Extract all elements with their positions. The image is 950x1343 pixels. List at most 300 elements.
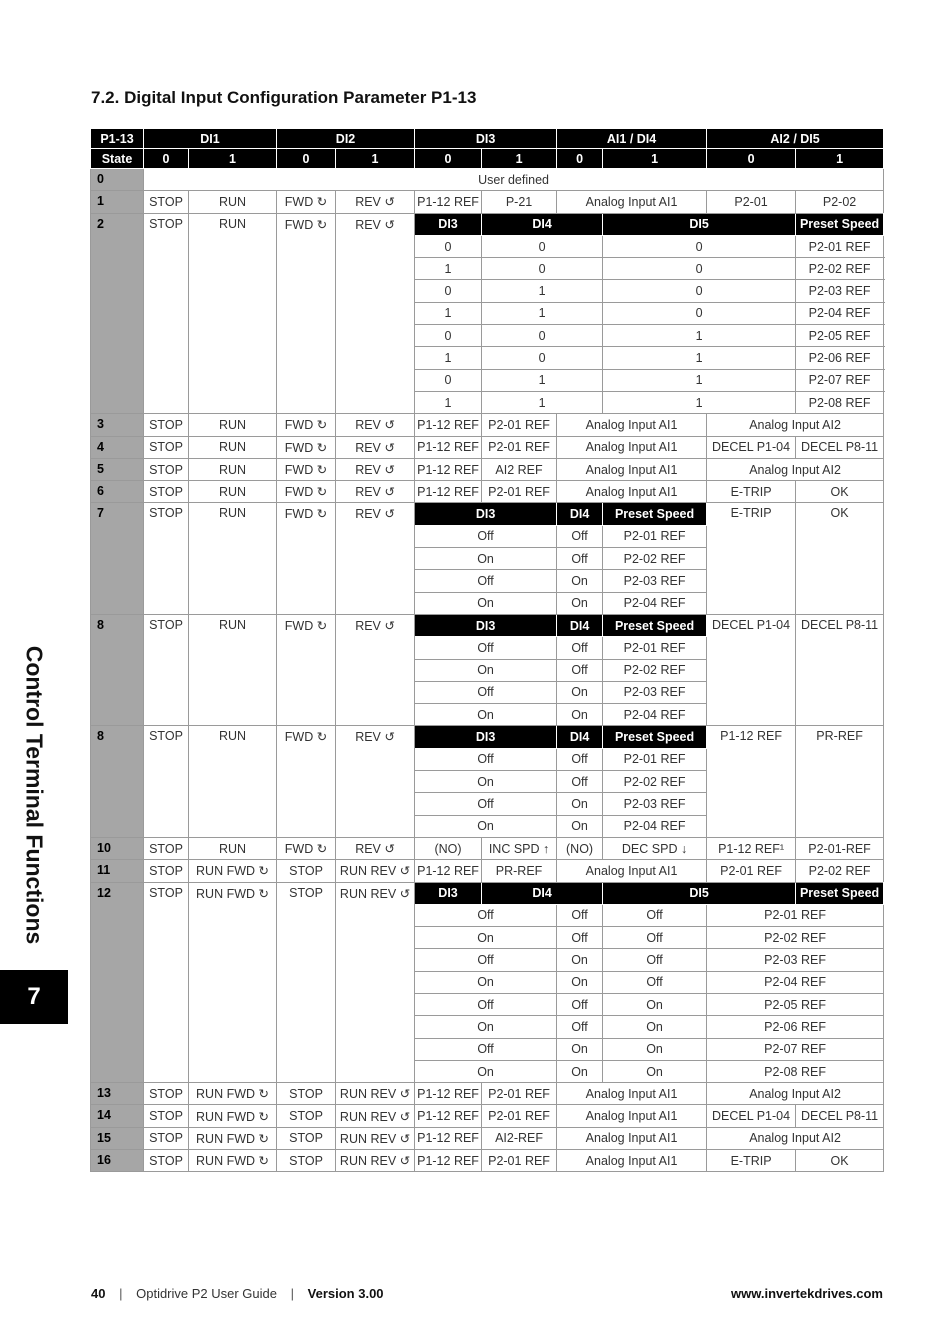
sub-header-di4: DI4 xyxy=(557,503,603,525)
di3-0-cell: P1-12 REF xyxy=(415,1150,482,1172)
table-row xyxy=(91,882,884,904)
header-di3: DI3 xyxy=(415,129,557,149)
sub-di3-cell: On xyxy=(415,548,557,570)
ai2-0-cell: DECEL P1-04 xyxy=(707,614,796,725)
state-cell: 7 xyxy=(91,503,144,614)
sub-preset-cell: P2-05 REF xyxy=(707,993,884,1015)
sub-header-di4: DI4 xyxy=(482,882,603,904)
table-row xyxy=(91,860,884,882)
sub-header-preset-speed: Preset Speed xyxy=(603,726,707,748)
sub-preset-cell: P2-04 REF xyxy=(603,815,707,837)
ai2-0-cell: P2-01 xyxy=(707,191,796,213)
sub-di5-cell: On xyxy=(603,1038,707,1060)
sub-di4-cell: 0 xyxy=(482,325,603,347)
sub-di4-cell: On xyxy=(557,1038,603,1060)
table-row xyxy=(91,414,884,436)
state-cell: 11 xyxy=(91,860,144,882)
version-label: Version 3.00 xyxy=(307,1286,384,1301)
di2-1-cell: RUN REV ↺ xyxy=(336,1105,415,1127)
ai1-cell: Analog Input AI1 xyxy=(557,1150,707,1172)
footer-divider: | xyxy=(119,1286,123,1301)
ai2-cell: Analog Input AI2 xyxy=(707,414,884,436)
sub-di3-cell: On xyxy=(415,704,557,726)
ai2-1-cell: DECEL P8-11 xyxy=(796,436,884,458)
di3-1-cell: AI2-REF xyxy=(482,1127,557,1149)
di3-1-cell: P2-01 REF xyxy=(482,1150,557,1172)
sub-di3-cell: Off xyxy=(415,1038,557,1060)
table-row xyxy=(91,837,884,859)
ai2-0-cell: DECEL P1-04 xyxy=(707,1105,796,1127)
sub-header-di4: DI4 xyxy=(557,726,603,748)
sub-di3-cell: 0 xyxy=(415,280,482,302)
ai2-1-cell: OK xyxy=(796,481,884,503)
di1-1-cell: RUN xyxy=(189,213,277,414)
sub-di4-cell: On xyxy=(557,815,603,837)
sub-header-di5: DI5 xyxy=(603,882,796,904)
table-row xyxy=(91,1150,884,1172)
table-row xyxy=(91,213,884,235)
sub-di4-cell: Off xyxy=(557,993,603,1015)
sub-di5-cell: Off xyxy=(603,927,707,949)
di2-1-cell: REV ↺ xyxy=(336,614,415,725)
di3-0-cell: P1-12 REF xyxy=(415,1083,482,1105)
guide-name: Optidrive P2 User Guide xyxy=(136,1286,278,1301)
sub-header-preset-speed: Preset Speed xyxy=(796,213,884,235)
table-row xyxy=(91,169,884,191)
ai1-cell: Analog Input AI1 xyxy=(557,481,707,503)
sub-di3-cell: 1 xyxy=(415,347,482,369)
di3-1-cell: P-21 xyxy=(482,191,557,213)
sub-header-preset-speed: Preset Speed xyxy=(603,614,707,636)
di1-0-cell: STOP xyxy=(144,614,189,725)
sub-header-di4: DI4 xyxy=(482,213,603,235)
di1-1-cell: RUN FWD ↻ xyxy=(189,1127,277,1149)
di2-1-cell: RUN REV ↺ xyxy=(336,882,415,1083)
di3-1-cell: P2-01 REF xyxy=(482,414,557,436)
row10-cell: P1-12 REF¹ xyxy=(707,837,796,859)
sub-di4-cell: 0 xyxy=(482,258,603,280)
table-row xyxy=(91,458,884,480)
sub-di3-cell: Off xyxy=(415,637,557,659)
table-row xyxy=(91,436,884,458)
sub-di3-cell: 0 xyxy=(415,325,482,347)
sub-preset-cell: P2-05 REF xyxy=(796,325,884,347)
row10-cell: FWD ↻ xyxy=(277,837,336,859)
sub-di3-cell: On xyxy=(415,1016,557,1038)
header-p1-13: P1-13 xyxy=(91,129,144,149)
state-cell: 6 xyxy=(91,481,144,503)
di1-1-cell: RUN FWD ↻ xyxy=(189,1083,277,1105)
di1-0-cell: STOP xyxy=(144,882,189,1083)
page-footer xyxy=(91,1286,883,1301)
sub-di3-cell: On xyxy=(415,659,557,681)
row10-cell: DEC SPD ↓ xyxy=(603,837,707,859)
sub-di4-cell: 1 xyxy=(482,280,603,302)
chapter-side-label: Control Terminal Functions xyxy=(21,645,48,945)
state-cell: 5 xyxy=(91,458,144,480)
state-cell: 8 xyxy=(91,726,144,837)
di1-1-cell: RUN xyxy=(189,481,277,503)
di1-0-cell: STOP xyxy=(144,1083,189,1105)
sub-di4-cell: On xyxy=(557,570,603,592)
sub-preset-cell: P2-03 REF xyxy=(707,949,884,971)
ai2-1-cell: DECEL P8-11 xyxy=(796,614,884,725)
sub-header-di3: DI3 xyxy=(415,614,557,636)
header-ai2-di5: AI2 / DI5 xyxy=(707,129,884,149)
sub-di4-cell: Off xyxy=(557,1016,603,1038)
ai2-0-cell: E-TRIP xyxy=(707,481,796,503)
sub-header-di3: DI3 xyxy=(415,503,557,525)
table-header xyxy=(91,129,884,169)
sub-di5-cell: 1 xyxy=(603,391,796,413)
state-cell: 3 xyxy=(91,414,144,436)
state-cell: 0 xyxy=(91,169,144,191)
di3-1-cell: PR-REF xyxy=(482,860,557,882)
sub-header-di4: DI4 xyxy=(557,614,603,636)
ai2-1-cell: P2-02 xyxy=(796,191,884,213)
di1-1-cell: RUN xyxy=(189,191,277,213)
di1-1-cell: RUN xyxy=(189,458,277,480)
sub-preset-cell: P2-03 REF xyxy=(603,681,707,703)
di1-0-cell: STOP xyxy=(144,1150,189,1172)
sub-di5-cell: On xyxy=(603,1060,707,1082)
footer-divider: | xyxy=(290,1286,295,1301)
di2-0-cell: STOP xyxy=(277,1105,336,1127)
sub-di4-cell: 1 xyxy=(482,391,603,413)
sub-di5-cell: On xyxy=(603,1016,707,1038)
sub-di3-cell: On xyxy=(415,971,557,993)
sub-di3-cell: 0 xyxy=(415,235,482,257)
sub-di5-cell: Off xyxy=(603,949,707,971)
ai2-1-cell: PR-REF xyxy=(796,726,884,837)
di2-0-cell: FWD ↻ xyxy=(277,726,336,837)
header-di2: DI2 xyxy=(277,129,415,149)
di2-1-cell: REV ↺ xyxy=(336,503,415,614)
sub-di4-cell: Off xyxy=(557,637,603,659)
row10-cell: STOP xyxy=(144,837,189,859)
di1-0-cell: STOP xyxy=(144,503,189,614)
di3-0-cell: P1-12 REF xyxy=(415,1105,482,1127)
row10-cell: P2-01-REF xyxy=(796,837,884,859)
di3-0-cell: P1-12 REF xyxy=(415,458,482,480)
ai2-1-cell: P2-02 REF xyxy=(796,860,884,882)
di2-0-cell: FWD ↻ xyxy=(277,458,336,480)
header-di2-0: 0 xyxy=(277,149,336,169)
website-link[interactable]: www.invertekdrives.com xyxy=(731,1286,883,1301)
di3-1-cell: P2-01 REF xyxy=(482,1083,557,1105)
row10-cell: (NO) xyxy=(415,837,482,859)
di1-1-cell: RUN xyxy=(189,503,277,614)
di2-1-cell: REV ↺ xyxy=(336,436,415,458)
sub-preset-cell: P2-02 REF xyxy=(796,258,884,280)
header-di1: DI1 xyxy=(144,129,277,149)
di1-0-cell: STOP xyxy=(144,458,189,480)
ai2-cell: Analog Input AI2 xyxy=(707,458,884,480)
di3-0-cell: P1-12 REF xyxy=(415,1127,482,1149)
di3-0-cell: P1-12 REF xyxy=(415,860,482,882)
sub-preset-cell: P2-01 REF xyxy=(603,637,707,659)
sub-preset-cell: P2-02 REF xyxy=(603,771,707,793)
di2-1-cell: REV ↺ xyxy=(336,726,415,837)
state-cell: 8 xyxy=(91,614,144,725)
sub-di4-cell: On xyxy=(557,971,603,993)
sub-di5-cell: 0 xyxy=(603,258,796,280)
sub-di4-cell: On xyxy=(557,592,603,614)
table-row xyxy=(91,614,884,636)
sub-di4-cell: On xyxy=(557,793,603,815)
sub-preset-cell: P2-01 REF xyxy=(603,748,707,770)
di2-0-cell: FWD ↻ xyxy=(277,503,336,614)
state-cell: 2 xyxy=(91,213,144,414)
di1-0-cell: STOP xyxy=(144,191,189,213)
sub-header-di3: DI3 xyxy=(415,882,482,904)
sub-di3-cell: 1 xyxy=(415,302,482,324)
state-cell: 12 xyxy=(91,882,144,1083)
header-di3-0: 0 xyxy=(415,149,482,169)
sub-di5-cell: 0 xyxy=(603,235,796,257)
header-row-state xyxy=(91,149,884,169)
di2-0-cell: FWD ↻ xyxy=(277,191,336,213)
sub-di4-cell: Off xyxy=(557,659,603,681)
di2-1-cell: RUN REV ↺ xyxy=(336,1150,415,1172)
header-ai2-0: 0 xyxy=(707,149,796,169)
sub-di3-cell: Off xyxy=(415,993,557,1015)
sub-di5-cell: Off xyxy=(603,904,707,926)
sub-di5-cell: 1 xyxy=(603,325,796,347)
header-di1-1: 1 xyxy=(189,149,277,169)
table-row xyxy=(91,726,884,748)
sub-preset-cell: P2-03 REF xyxy=(796,280,884,302)
sub-preset-cell: P2-02 REF xyxy=(707,927,884,949)
ai2-0-cell: E-TRIP xyxy=(707,1150,796,1172)
table-row xyxy=(91,1083,884,1105)
sub-header-di5: DI5 xyxy=(603,213,796,235)
di2-0-cell: STOP xyxy=(277,1083,336,1105)
di2-0-cell: STOP xyxy=(277,860,336,882)
sub-di5-cell: 0 xyxy=(603,302,796,324)
di3-0-cell: P1-12 REF xyxy=(415,414,482,436)
di1-1-cell: RUN FWD ↻ xyxy=(189,882,277,1083)
ai1-cell: Analog Input AI1 xyxy=(557,1083,707,1105)
sub-preset-cell: P2-04 REF xyxy=(603,592,707,614)
sub-di5-cell: 1 xyxy=(603,369,796,391)
sub-di4-cell: Off xyxy=(557,927,603,949)
ai1-cell: Analog Input AI1 xyxy=(557,458,707,480)
di1-0-cell: STOP xyxy=(144,860,189,882)
di1-1-cell: RUN xyxy=(189,414,277,436)
sub-di3-cell: Off xyxy=(415,904,557,926)
sub-di3-cell: 1 xyxy=(415,258,482,280)
configuration-table xyxy=(90,128,884,1172)
state-cell: 10 xyxy=(91,837,144,859)
sub-di4-cell: On xyxy=(557,949,603,971)
state-cell: 13 xyxy=(91,1083,144,1105)
sub-di4-cell: On xyxy=(557,1060,603,1082)
header-di3-1: 1 xyxy=(482,149,557,169)
row10-cell: (NO) xyxy=(557,837,603,859)
sub-preset-cell: P2-03 REF xyxy=(603,793,707,815)
sub-di3-cell: On xyxy=(415,815,557,837)
di2-1-cell: REV ↺ xyxy=(336,458,415,480)
header-di1-0: 0 xyxy=(144,149,189,169)
user-defined-cell: User defined xyxy=(144,169,884,191)
sub-di4-cell: Off xyxy=(557,904,603,926)
sub-di3-cell: On xyxy=(415,592,557,614)
sub-di5-cell: Off xyxy=(603,971,707,993)
ai2-0-cell: P2-01 REF xyxy=(707,860,796,882)
ai2-1-cell: DECEL P8-11 xyxy=(796,1105,884,1127)
sub-di5-cell: On xyxy=(603,993,707,1015)
ai2-1-cell: OK xyxy=(796,503,884,614)
sub-preset-cell: P2-01 REF xyxy=(796,235,884,257)
table-row xyxy=(91,1105,884,1127)
header-ai1-0: 0 xyxy=(557,149,603,169)
sub-header-preset-speed: Preset Speed xyxy=(796,882,884,904)
row10-cell: INC SPD ↑ xyxy=(482,837,557,859)
sub-di5-cell: 0 xyxy=(603,280,796,302)
ai2-cell: Analog Input AI2 xyxy=(707,1127,884,1149)
ai1-cell: Analog Input AI1 xyxy=(557,1127,707,1149)
sub-di3-cell: On xyxy=(415,771,557,793)
di1-1-cell: RUN FWD ↻ xyxy=(189,1150,277,1172)
di3-0-cell: P1-12 REF xyxy=(415,481,482,503)
sub-di4-cell: 0 xyxy=(482,235,603,257)
di2-0-cell: STOP xyxy=(277,882,336,1083)
sub-di5-cell: 1 xyxy=(603,347,796,369)
sub-di3-cell: Off xyxy=(415,949,557,971)
state-cell: 15 xyxy=(91,1127,144,1149)
sub-di4-cell: On xyxy=(557,704,603,726)
sub-preset-cell: P2-04 REF xyxy=(707,971,884,993)
sub-di3-cell: On xyxy=(415,1060,557,1082)
sub-preset-cell: P2-02 REF xyxy=(603,548,707,570)
di1-1-cell: RUN xyxy=(189,726,277,837)
sub-di4-cell: Off xyxy=(557,548,603,570)
sub-di4-cell: Off xyxy=(557,525,603,547)
sub-preset-cell: P2-03 REF xyxy=(603,570,707,592)
ai2-0-cell: DECEL P1-04 xyxy=(707,436,796,458)
di2-0-cell: FWD ↻ xyxy=(277,481,336,503)
ai1-cell: Analog Input AI1 xyxy=(557,436,707,458)
sub-di4-cell: 1 xyxy=(482,369,603,391)
ai1-cell: Analog Input AI1 xyxy=(557,191,707,213)
row10-cell: RUN xyxy=(189,837,277,859)
di3-1-cell: AI2 REF xyxy=(482,458,557,480)
di1-1-cell: RUN xyxy=(189,614,277,725)
di1-0-cell: STOP xyxy=(144,726,189,837)
table-row xyxy=(91,503,884,525)
di1-0-cell: STOP xyxy=(144,436,189,458)
sub-header-di3: DI3 xyxy=(415,213,482,235)
di2-1-cell: REV ↺ xyxy=(336,481,415,503)
state-cell: 4 xyxy=(91,436,144,458)
di2-1-cell: RUN REV ↺ xyxy=(336,860,415,882)
chapter-number-tab: 7 xyxy=(0,970,68,1024)
di2-1-cell: RUN REV ↺ xyxy=(336,1083,415,1105)
sub-preset-cell: P2-06 REF xyxy=(796,347,884,369)
section-title: 7.2. Digital Input Configuration Parameter P1-13 xyxy=(91,88,477,107)
sub-preset-cell: P2-04 REF xyxy=(796,302,884,324)
sub-preset-cell: P2-02 REF xyxy=(603,659,707,681)
di2-0-cell: FWD ↻ xyxy=(277,213,336,414)
di2-1-cell: RUN REV ↺ xyxy=(336,1127,415,1149)
di1-1-cell: RUN FWD ↻ xyxy=(189,860,277,882)
ai2-1-cell: OK xyxy=(796,1150,884,1172)
sub-header-preset-speed: Preset Speed xyxy=(603,503,707,525)
di1-0-cell: STOP xyxy=(144,1105,189,1127)
di1-0-cell: STOP xyxy=(144,1127,189,1149)
di1-1-cell: RUN xyxy=(189,436,277,458)
sub-preset-cell: P2-06 REF xyxy=(707,1016,884,1038)
sub-preset-cell: P2-08 REF xyxy=(796,391,884,413)
row10-cell: REV ↺ xyxy=(336,837,415,859)
ai1-cell: Analog Input AI1 xyxy=(557,414,707,436)
sub-di4-cell: On xyxy=(557,681,603,703)
sub-di3-cell: Off xyxy=(415,525,557,547)
di1-0-cell: STOP xyxy=(144,481,189,503)
sub-di3-cell: Off xyxy=(415,681,557,703)
di3-1-cell: P2-01 REF xyxy=(482,436,557,458)
sub-preset-cell: P2-01 REF xyxy=(707,904,884,926)
table-row xyxy=(91,481,884,503)
state-cell: 16 xyxy=(91,1150,144,1172)
page-number: 40 xyxy=(91,1286,106,1301)
di2-1-cell: REV ↺ xyxy=(336,414,415,436)
di1-0-cell: STOP xyxy=(144,213,189,414)
table-body xyxy=(91,169,884,1172)
ai2-0-cell: E-TRIP xyxy=(707,503,796,614)
sub-di4-cell: Off xyxy=(557,748,603,770)
header-di2-1: 1 xyxy=(336,149,415,169)
ai2-0-cell: P1-12 REF xyxy=(707,726,796,837)
di2-0-cell: STOP xyxy=(277,1150,336,1172)
sub-di3-cell: Off xyxy=(415,570,557,592)
sub-header-di3: DI3 xyxy=(415,726,557,748)
sub-di3-cell: Off xyxy=(415,793,557,815)
di3-1-cell: P2-01 REF xyxy=(482,481,557,503)
sub-di4-cell: 0 xyxy=(482,347,603,369)
sub-preset-cell: P2-08 REF xyxy=(707,1060,884,1082)
ai1-cell: Analog Input AI1 xyxy=(557,860,707,882)
header-state: State xyxy=(91,149,144,169)
di3-1-cell: P2-01 REF xyxy=(482,1105,557,1127)
sub-di4-cell: Off xyxy=(557,771,603,793)
sub-preset-cell: P2-07 REF xyxy=(707,1038,884,1060)
di2-0-cell: STOP xyxy=(277,1127,336,1149)
sub-di3-cell: 0 xyxy=(415,369,482,391)
sub-preset-cell: P2-01 REF xyxy=(603,525,707,547)
sub-di3-cell: On xyxy=(415,927,557,949)
di2-1-cell: REV ↺ xyxy=(336,191,415,213)
sub-preset-cell: P2-07 REF xyxy=(796,369,884,391)
di1-0-cell: STOP xyxy=(144,414,189,436)
di3-0-cell: P1-12 REF xyxy=(415,436,482,458)
state-cell: 14 xyxy=(91,1105,144,1127)
sub-preset-cell: P2-04 REF xyxy=(603,704,707,726)
di2-0-cell: FWD ↻ xyxy=(277,414,336,436)
di2-0-cell: FWD ↻ xyxy=(277,436,336,458)
header-row-groups xyxy=(91,129,884,149)
di3-0-cell: P1-12 REF xyxy=(415,191,482,213)
sub-di3-cell: Off xyxy=(415,748,557,770)
header-ai1-1: 1 xyxy=(603,149,707,169)
header-ai2-1: 1 xyxy=(796,149,884,169)
sub-di4-cell: 1 xyxy=(482,302,603,324)
di1-1-cell: RUN FWD ↻ xyxy=(189,1105,277,1127)
ai2-cell: Analog Input AI2 xyxy=(707,1083,884,1105)
sub-di3-cell: 1 xyxy=(415,391,482,413)
di2-1-cell: REV ↺ xyxy=(336,213,415,414)
